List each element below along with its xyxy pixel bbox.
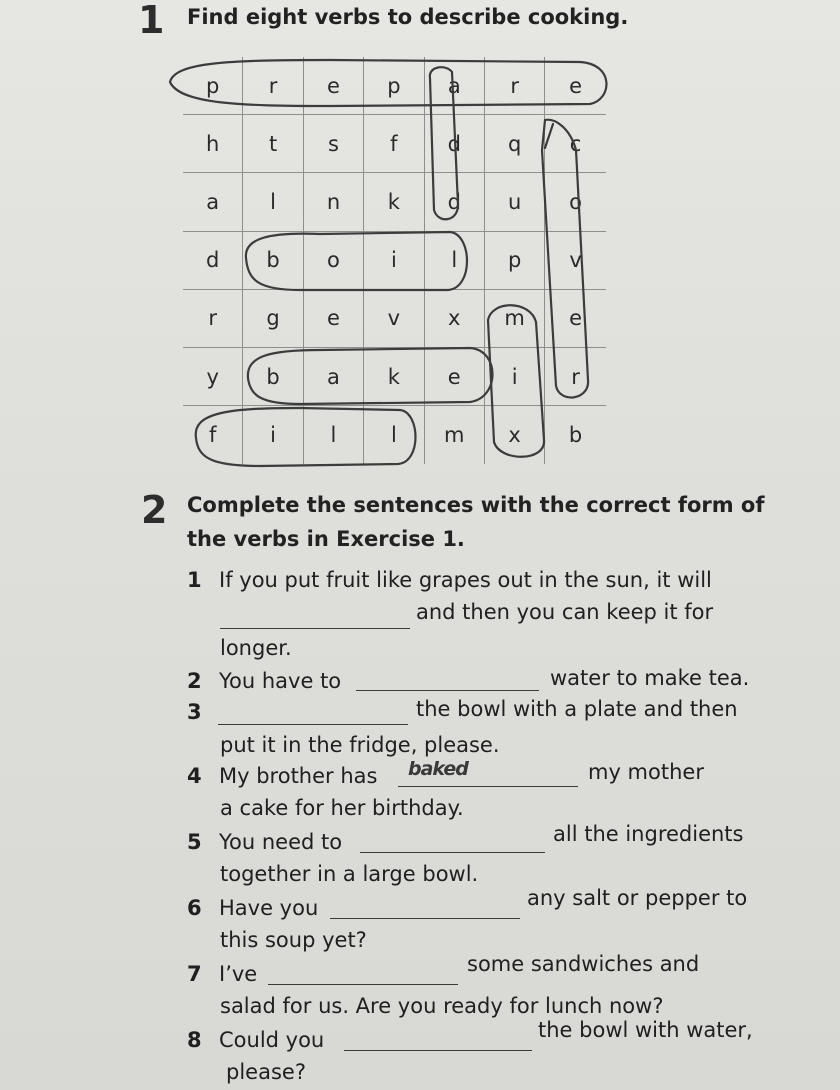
grid-cell: e [425,348,485,406]
sentence-6 [187,896,318,920]
grid-cell: u [485,173,545,231]
grid-cell: d [425,173,485,231]
grid-cell: o [304,232,364,290]
grid-cell: n [304,173,364,231]
sentence-number: 1 [187,568,202,592]
sentence-7-after: some sandwiches and [467,952,700,976]
sentence-text: I’ve [219,962,258,986]
sentence-1-line2: and then you can keep it for [416,600,714,624]
grid-cell: e [304,290,364,348]
sentence-text: You need to [219,830,343,854]
grid-cell: l [304,406,364,464]
sentence-text: If you put fruit like grapes out in the sun, it will [219,568,712,592]
sentence-4-after: my mother [588,760,704,784]
sentence-2-after: water to make tea. [550,666,750,690]
grid-cell: q [485,115,545,173]
answer-blank-8[interactable] [344,1050,532,1051]
exercise-1-instruction: Find eight verbs to describe cooking. [187,5,629,29]
sentence-3-line2: put it in the fridge, please. [220,733,500,757]
grid-cell: v [364,290,424,348]
sentence-number: 5 [187,830,202,854]
grid-cell: a [183,173,243,231]
grid-cell: v [545,232,605,290]
exercise-2-number: 2 [141,488,168,532]
grid-cell: a [425,57,485,115]
sentence-7-line2: salad for us. Are you ready for lunch now? [220,994,664,1018]
answer-blank-2[interactable] [356,690,539,691]
grid-cell: s [304,115,364,173]
grid-cell: d [183,232,243,290]
grid-cell: b [243,232,303,290]
grid-cell: l [364,406,424,464]
sentence-4-line2: a cake for her birthday. [220,796,464,820]
sentence-5-line2: together in a large bowl. [220,862,479,886]
grid-cell: x [485,406,545,464]
sentence-1-line3: longer. [220,636,292,660]
handwritten-answer-4: baked [408,758,468,780]
grid-cell: k [364,348,424,406]
sentence-7 [187,962,257,986]
grid-cell: b [568,423,583,448]
sentence-8 [187,1028,324,1052]
grid-cell: x [425,290,485,348]
grid-cell: l [425,232,485,290]
sentence-number: 7 [187,962,202,986]
sentence-text: Have you [219,896,319,920]
sentence-number: 6 [187,896,202,920]
sentence-5 [187,830,342,854]
grid-cell: r [243,57,303,115]
grid-cell: e [304,57,364,115]
grid-cell: l [243,173,303,231]
exercise-2-instruction-line1: Complete the sentences with the correct form of [187,493,765,517]
sentence-number: 8 [187,1028,202,1052]
grid-cell: f [183,406,243,464]
grid-cell: e [545,57,605,115]
answer-blank-7[interactable] [268,984,458,985]
answer-blank-3[interactable] [218,724,408,725]
grid-cell: k [364,173,424,231]
grid-cell: d [425,115,485,173]
grid-cell: i [243,406,303,464]
sentence-text: My brother has [219,764,378,788]
sentence-number: 2 [187,669,202,693]
answer-blank-5[interactable] [360,852,545,853]
sentence-1 [187,568,712,592]
grid-cell: b [243,348,303,406]
sentence-3-after: the bowl with a plate and then [416,697,738,721]
sentence-text: Could you [219,1028,325,1052]
grid-cell: p [183,57,243,115]
grid-cell: i [485,348,545,406]
grid-cell: p [364,57,424,115]
grid-cell: p [485,232,545,290]
grid-cell: t [243,115,303,173]
grid-cell: m [425,406,485,464]
grid-cell: i [364,232,424,290]
sentence-8-after: the bowl with water, [538,1018,753,1042]
sentence-5-after: all the ingredients [553,822,744,846]
grid-cell: m [485,290,545,348]
answer-blank-4[interactable] [398,786,578,787]
sentence-number: 3 [187,700,202,724]
sentence-6-line2: this soup yet? [220,928,367,952]
grid-cell: f [364,115,424,173]
exercise-1-number: 1 [138,0,165,42]
grid-cell: o [545,173,605,231]
sentence-6-after: any salt or pepper to [527,886,748,910]
sentence-text: You have to [219,669,342,693]
grid-cell: h [183,115,243,173]
answer-blank-1[interactable] [220,628,410,629]
grid-cell: g [243,290,303,348]
sentence-2 [187,669,341,693]
sentence-8-line2: please? [226,1060,306,1084]
grid-cell: r [183,290,243,348]
sentence-3 [187,700,213,724]
sentence-4 [187,764,377,788]
answer-blank-6[interactable] [330,918,520,919]
grid-cell: a [304,348,364,406]
grid-cell: y [183,348,243,406]
word-search-grid [183,57,606,464]
grid-cell: e [545,290,605,348]
grid-cell: r [545,348,605,406]
grid-cell: r [485,57,545,115]
grid-cell: c [545,115,605,173]
sentence-number: 4 [187,764,202,788]
exercise-2-instruction-line2: the verbs in Exercise 1. [187,527,465,551]
